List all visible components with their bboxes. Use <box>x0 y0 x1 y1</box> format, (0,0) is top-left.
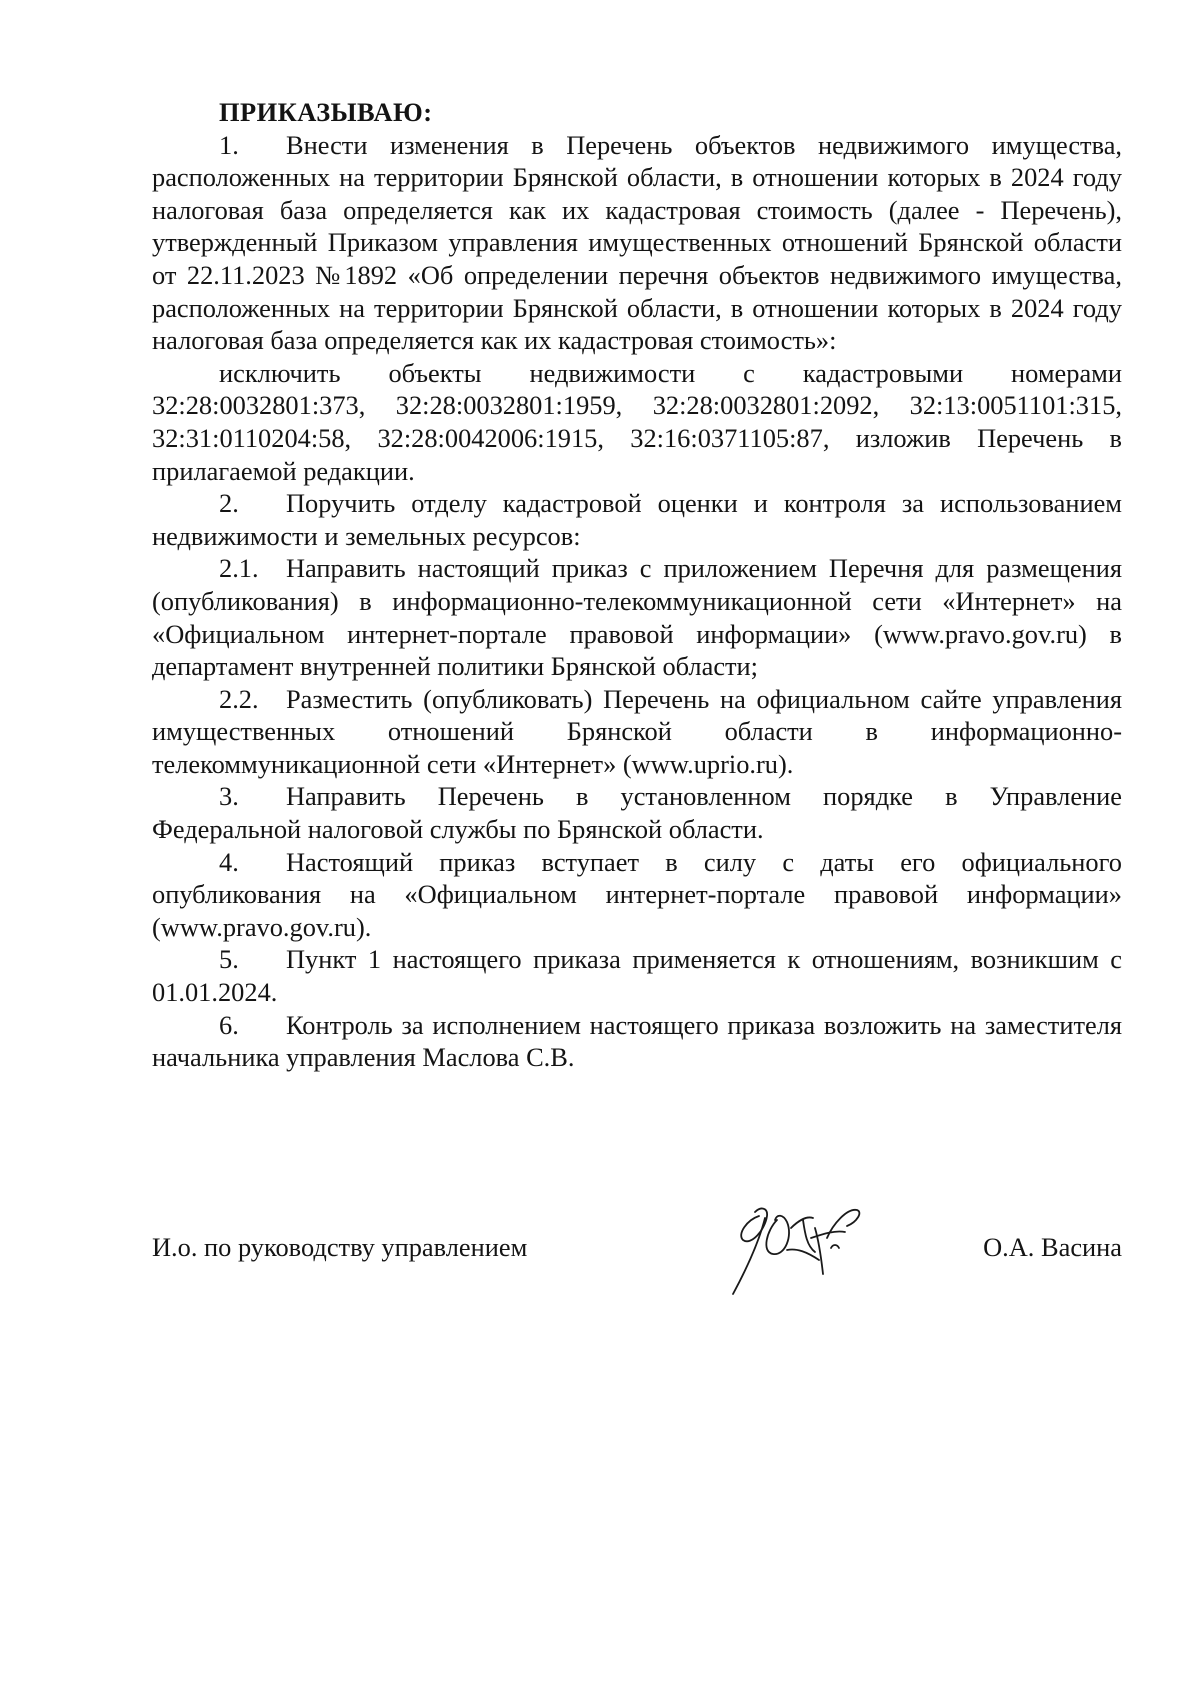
paragraph-5 <box>152 943 1122 1008</box>
paragraph-4 <box>152 846 1122 944</box>
paragraph-3 <box>152 780 1122 845</box>
paragraph-number: 2.1. <box>219 553 259 584</box>
paragraph-text: Разместить (опубликовать) Перечень на официальном сайте управления имущественных отношений Брянской области в информационно-телекоммуникационной сети «Интернет» (www.uprio.ru). <box>152 683 1122 779</box>
paragraph-number: 3. <box>219 781 239 812</box>
paragraph-1-exclusion <box>152 357 1122 487</box>
signatory-name: О.А. Васина <box>983 1232 1122 1262</box>
paragraph-text: исключить объекты недвижимости с кадастровыми номерами 32:28:0032801:373, 32:28:0032801:1959, 32:28:0032801:2092, 32:13:0051101:315, 32:31:0110204:58, 32:28:0042006:1915, 32:16:0371105:87, изложив Перечень в прилагаемой редакции. <box>152 357 1122 486</box>
signature-block <box>152 1212 1122 1322</box>
paragraph-text: Пункт 1 настоящего приказа применяется к отношениям, возникшим с 01.01.2024. <box>152 944 1122 1008</box>
paragraph-text: Внести изменения в Перечень объектов недвижимого имущества, расположенных на территории Брянской области, в отношении которых в 2024 году налоговая база определяется как их кадастровая стоимость (далее - Перечень), утвержденный Приказом управления имущественных отношений Брянской области от 22.11.2023 №1892 «Об определении перечня объектов недвижимого имущества, расположенных на территории Брянской области, в отношении которых в 2024 году налоговая база определяется как их кадастровая стоимость»: <box>152 129 1122 356</box>
paragraph-number: 5. <box>219 944 239 975</box>
paragraph-text: Настоящий приказ вступает в силу с даты его официального опубликования на «Официальном интернет-портале правовой информации» (www.pravo.gov.ru). <box>152 846 1122 942</box>
paragraph-number: 2. <box>219 488 239 519</box>
paragraph-6 <box>152 1009 1122 1074</box>
signatory-title: И.о. по руководству управлением <box>152 1232 528 1262</box>
paragraph-1 <box>152 129 1122 357</box>
order-heading: ПРИКАЗЫВАЮ: <box>219 97 433 127</box>
paragraph-text: Контроль за исполнением настоящего приказа возложить на заместителя начальника управления Маслова С.В. <box>152 1009 1122 1073</box>
document-body <box>152 96 1122 1074</box>
paragraph-number: 4. <box>219 846 239 877</box>
handwritten-signature-icon <box>707 1190 882 1300</box>
paragraph-2 <box>152 487 1122 552</box>
paragraph-2-1 <box>152 552 1122 682</box>
paragraph-number: 6. <box>219 1009 239 1040</box>
paragraph-number: 1. <box>219 129 239 160</box>
paragraph-text: Направить настоящий приказ с приложением Перечня для размещения (опубликования) в информационно-телекоммуникационной сети «Интернет» на «Официальном интернет-портале правовой информации» (www.pravo.gov.ru) в департамент внутренней политики Брянской области; <box>152 553 1122 682</box>
paragraph-text: Поручить отделу кадастровой оценки и контроля за использованием недвижимости и земельных ресурсов: <box>152 488 1122 551</box>
paragraph-text: Направить Перечень в установленном порядке в Управление Федеральной налоговой службы по Брянской области. <box>152 781 1122 845</box>
paragraph-2-2 <box>152 683 1122 781</box>
paragraph-number: 2.2. <box>219 683 259 714</box>
